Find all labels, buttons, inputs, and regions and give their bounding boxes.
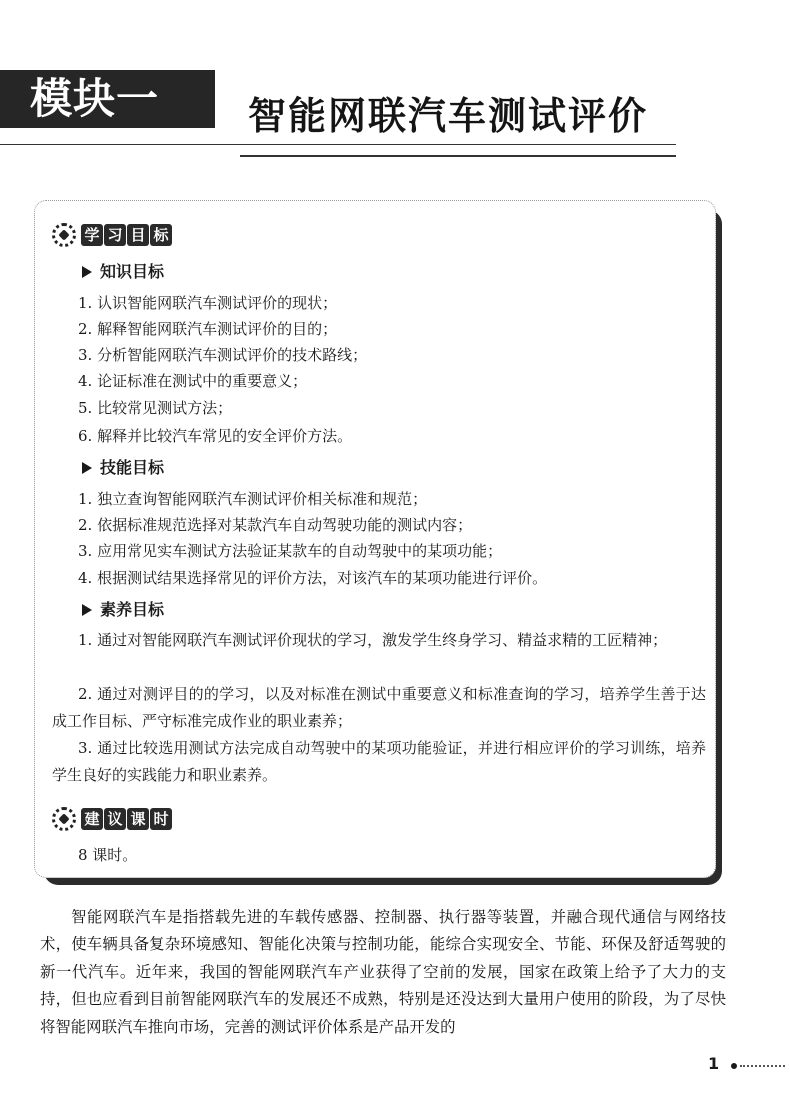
module-label: 模块一 <box>30 74 160 123</box>
quality-item: 3. 通过比较选用测试方法完成自动驾驶中的某项功能验证，并进行相应评价的学习训练，培养学生良好的实践能力和职业素养。 <box>52 739 706 784</box>
heading-char: 学 <box>81 224 103 246</box>
quality-item: 2. 通过对测评目的的学习，以及对标准在测试中重要意义和标准查询的学习，培养学生善于达成工作目标、严守标准完成作业的职业素养； <box>52 685 706 730</box>
knowledge-objectives-heading <box>82 261 164 283</box>
header-rule-top <box>0 144 676 145</box>
heading-char: 时 <box>150 808 172 830</box>
triangle-bullet-icon <box>82 604 92 616</box>
quality-item: 1. 通过对智能网联汽车测试评价现状的学习，激发学生终身学习、精益求精的工匠精神； <box>78 631 668 649</box>
heading-char: 目 <box>127 224 149 246</box>
list-item: 1. 认识智能网联汽车测试评价的现状； <box>78 294 338 312</box>
triangle-bullet-icon <box>82 266 92 278</box>
list-item: 6. 解释并比较汽车常见的安全评价方法。 <box>78 427 353 445</box>
skills-title: 技能目标 <box>100 458 165 477</box>
list-item: 2. 解释智能网联汽车测试评价的目的； <box>78 320 338 338</box>
triangle-bullet-icon <box>82 462 92 474</box>
learning-objectives-heading <box>52 220 173 250</box>
list-item: 4. 根据测试结果选择常见的评价方法，对该汽车的某项功能进行评价。 <box>78 569 548 587</box>
bullet-dot-icon <box>731 1063 737 1069</box>
quality-objectives-heading <box>82 599 164 621</box>
heading-char: 建 <box>81 808 103 830</box>
list-item: 4. 论证标准在测试中的重要意义； <box>78 372 308 390</box>
header-rule-bottom <box>240 155 676 157</box>
chapter-title: 智能网联汽车测试评价 <box>248 94 649 138</box>
gear-icon <box>52 223 76 247</box>
list-item: 3. 应用常见实车测试方法验证某款车的自动驾驶中的某项功能； <box>78 542 503 560</box>
body-paragraph: 智能网联汽车是指搭载先进的车载传感器、控制器、执行器等装置，并融合现代通信与网络技术，使车辆具备复杂环境感知、智能化决策与控制功能，能综合实现安全、节能、环保及舒适驾驶的新一代汽车。近年来，我国的智能网联汽车产业获得了空前的发展，国家在政策上给予了大力的支持，但也应看到目前智能网联汽车的发展还不成熟，特别是还没达到大量用户使用的阶段，为了尽快将智能网联汽车推向市场，完善的测试评价体系是产品开发的 <box>40 908 726 1036</box>
list-item: 2. 依据标准规范选择对某款汽车自动驾驶功能的测试内容； <box>78 516 473 534</box>
quality-title: 素养目标 <box>100 600 165 619</box>
heading-char: 课 <box>127 808 149 830</box>
list-item: 3. 分析智能网联汽车测试评价的技术路线； <box>78 346 368 364</box>
recommended-hours-heading <box>52 804 173 834</box>
gear-icon <box>52 807 76 831</box>
page-number-leader <box>731 1063 785 1069</box>
recommended-hours-value: 8 课时。 <box>78 846 138 864</box>
heading-char: 标 <box>150 224 172 246</box>
dotted-leader <box>740 1065 785 1067</box>
heading-char: 习 <box>104 224 126 246</box>
knowledge-title: 知识目标 <box>100 262 165 281</box>
skill-objectives-heading <box>82 457 164 479</box>
page-number: 1 <box>708 1054 720 1073</box>
list-item: 5. 比较常见测试方法； <box>78 399 233 417</box>
heading-char: 议 <box>104 808 126 830</box>
list-item: 1. 独立查询智能网联汽车测试评价相关标准和规范； <box>78 490 428 508</box>
